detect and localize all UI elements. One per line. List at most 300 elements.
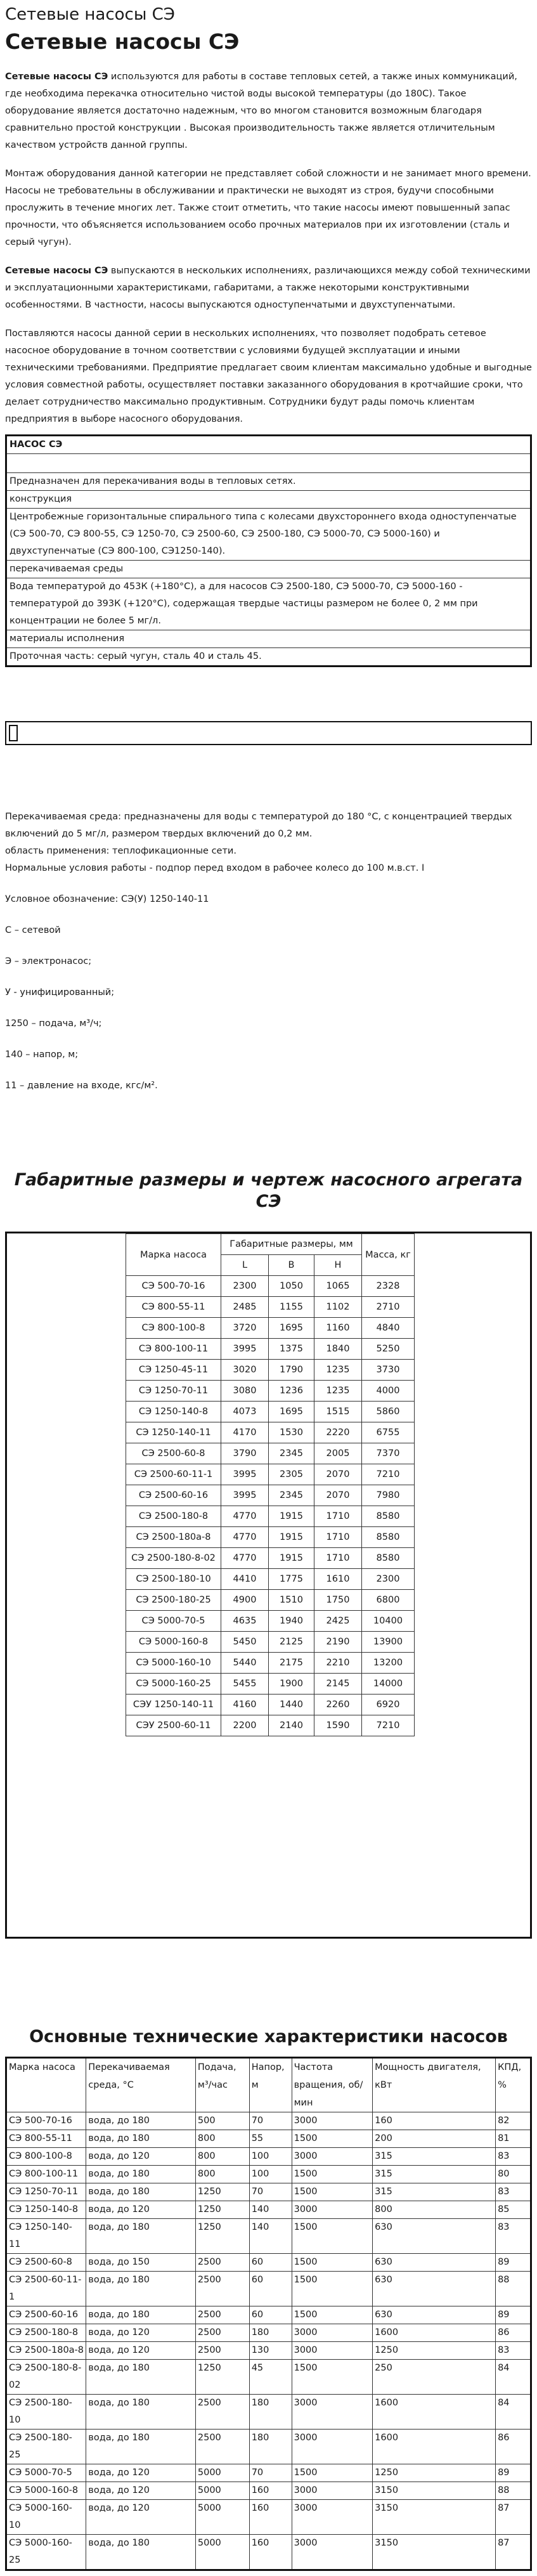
table-cell: 86 — [496, 2324, 531, 2342]
spec-legend-head: 140 – напор, м; — [5, 1050, 79, 1060]
table-row — [126, 1590, 415, 1611]
table-cell: 2500 — [195, 2395, 249, 2430]
table-cell: 1940 — [269, 1611, 314, 1632]
table-cell: 4073 — [221, 1402, 269, 1422]
table-row — [6, 2183, 531, 2201]
table-cell: 1790 — [269, 1360, 314, 1381]
intro-bold-term: Сетевые насосы СЭ — [5, 266, 108, 276]
table-cell: 70 — [249, 2183, 292, 2201]
table-cell: 60 — [249, 2306, 292, 2324]
table-cell: 85 — [496, 2201, 531, 2219]
table-row — [6, 2395, 531, 2430]
table-cell: 1050 — [269, 1276, 314, 1297]
info-medium-label: перекачиваемая среды — [6, 561, 531, 578]
table-cell: 1235 — [314, 1360, 362, 1381]
table-cell: вода, до 180 — [86, 2360, 196, 2395]
table-row — [6, 2500, 531, 2535]
table-cell: 80 — [496, 2166, 531, 2183]
table-cell: 2210 — [314, 1653, 362, 1674]
table-cell: 3000 — [292, 2395, 373, 2430]
spec-block — [5, 809, 532, 1095]
table-row — [126, 1653, 415, 1674]
table-cell: вода, до 150 — [86, 2254, 196, 2272]
table-cell: 14000 — [362, 1674, 415, 1695]
table-cell: 4770 — [221, 1548, 269, 1569]
table-cell: СЭ 800-55-11 — [126, 1297, 221, 1318]
table-cell: 1102 — [314, 1297, 362, 1318]
table-row — [126, 1548, 415, 1569]
table-cell: 4770 — [221, 1527, 269, 1548]
info-table-title: НАСОС СЭ — [6, 436, 531, 454]
table-cell: 3080 — [221, 1381, 269, 1402]
table-cell: СЭ 2500-180-25 — [126, 1590, 221, 1611]
intro-paragraph-2: Монтаж оборудования данной категории не представляет собой сложности и не занимает много времени. Насосы не требовательны в обслуживании и практически не выходят из строя, будучи способными прослужить в течение многих лет. Также стоит отметить, что такие насосы имеют повышенный запас прочности, что объясняется использованием особо прочных материалов при их изготовлении (сталь и серый чугун). — [5, 169, 531, 247]
table-cell: 2345 — [269, 1485, 314, 1506]
table-cell: СЭ 5000-160-10 — [6, 2500, 86, 2535]
info-construction-label: конструкция — [6, 491, 531, 509]
table-row — [6, 2272, 531, 2306]
table-row — [126, 1485, 415, 1506]
table-cell: 1250 — [373, 2464, 496, 2482]
table-cell: 55 — [249, 2130, 292, 2148]
table-cell: 3000 — [292, 2324, 373, 2342]
table-cell: 1600 — [373, 2324, 496, 2342]
pump-info-table — [5, 434, 532, 667]
table-cell: 630 — [373, 2272, 496, 2306]
table-header-cell: Марка насоса — [6, 2058, 86, 2112]
table-cell: 800 — [195, 2130, 249, 2148]
table-row — [6, 2166, 531, 2183]
table-cell: СЭ 800-100-8 — [126, 1318, 221, 1339]
info-table-empty-row — [6, 454, 531, 473]
table-cell: 89 — [496, 2464, 531, 2482]
table-cell: СЭ 2500-180-8 — [126, 1506, 221, 1527]
table-cell: вода, до 180 — [86, 2166, 196, 2183]
table-cell: СЭ 1250-140-11 — [126, 1422, 221, 1443]
table-cell: 3150 — [373, 2535, 496, 2570]
table-cell: вода, до 120 — [86, 2201, 196, 2219]
table-cell: 2005 — [314, 1443, 362, 1464]
table-row — [6, 2130, 531, 2148]
table-cell: 3000 — [292, 2500, 373, 2535]
dim-header-l: L — [221, 1255, 269, 1276]
table-cell: 82 — [496, 2112, 531, 2130]
table-header-cell: Перекачиваемая среда, °С — [86, 2058, 196, 2112]
table-row — [126, 1339, 415, 1360]
dim-header-h: H — [314, 1255, 362, 1276]
table-cell: 7980 — [362, 1485, 415, 1506]
table-cell: СЭ 800-55-11 — [6, 2130, 86, 2148]
table-row — [6, 2219, 531, 2254]
spec-medium: Перекачиваемая среда: предназначены для воды с температурой до 180 °С, с концентрацией твердых включений до 5 мг/л, размером твердых включений до 0,2 мм. — [5, 812, 512, 839]
breadcrumb-title: Сетевые насосы СЭ — [5, 5, 175, 24]
table-cell: 3000 — [292, 2482, 373, 2500]
table-row — [6, 2148, 531, 2166]
dimensions-title: Габаритные размеры и чертеж насосного агрегата СЭ — [14, 1170, 523, 1211]
table-cell: 3000 — [292, 2112, 373, 2130]
table-row — [6, 2464, 531, 2482]
intro-paragraph-3 — [5, 263, 532, 314]
table-cell: вода, до 180 — [86, 2535, 196, 2570]
table-cell: СЭ 5000-160-25 — [6, 2535, 86, 2570]
table-cell: 3000 — [292, 2535, 373, 2570]
spec-conditions: Нормальные условия работы - подпор перед входом в рабочее колесо до 100 м.в.ст. I — [5, 863, 425, 873]
table-cell: 315 — [373, 2166, 496, 2183]
table-cell: 140 — [249, 2219, 292, 2254]
table-cell: 1915 — [269, 1527, 314, 1548]
table-cell: 83 — [496, 2342, 531, 2360]
table-cell: 2485 — [221, 1297, 269, 1318]
table-cell: 1710 — [314, 1506, 362, 1527]
spec-legend-pressure: 11 – давление на входе, кгс/м². — [5, 1081, 158, 1091]
table-cell: 2425 — [314, 1611, 362, 1632]
dim-header-b: B — [269, 1255, 314, 1276]
table-cell: 1250 — [195, 2201, 249, 2219]
info-purpose: Предназначен для перекачивания воды в тепловых сетях. — [6, 473, 531, 491]
dimensions-table — [126, 1233, 415, 1736]
table-cell: СЭ 1250-45-11 — [126, 1360, 221, 1381]
table-cell: 1600 — [373, 2395, 496, 2430]
table-cell: СЭ 5000-160-8 — [126, 1632, 221, 1653]
table-row — [126, 1297, 415, 1318]
table-cell: 2710 — [362, 1297, 415, 1318]
table-cell: 2070 — [314, 1485, 362, 1506]
table-cell: 630 — [373, 2219, 496, 2254]
table-cell: вода, до 180 — [86, 2395, 196, 2430]
table-cell: 200 — [373, 2130, 496, 2148]
table-cell: вода, до 180 — [86, 2430, 196, 2464]
table-cell: 140 — [249, 2201, 292, 2219]
table-cell: 6920 — [362, 1695, 415, 1715]
table-cell: 1440 — [269, 1695, 314, 1715]
table-cell: 4840 — [362, 1318, 415, 1339]
table-cell: вода, до 180 — [86, 2112, 196, 2130]
table-cell: 60 — [249, 2272, 292, 2306]
intro-bold-term: Сетевые насосы СЭ — [5, 72, 108, 82]
table-row — [126, 1402, 415, 1422]
table-row — [6, 2430, 531, 2464]
table-cell: вода, до 180 — [86, 2272, 196, 2306]
table-cell: 2500 — [195, 2342, 249, 2360]
table-cell: вода, до 120 — [86, 2148, 196, 2166]
intro-paragraph-4: Поставляются насосы данной серии в нескольких исполнениях, что позволяет подобрать сетевое насосное оборудование в точном соответствии с условиями будущей эксплуатации и иными техническими требованиями. Предприятие предлагает своим клиентам максимально удобные и выгодные условия совместной работы, осуществляет поставки заказанного оборудования в кротчайшие сроки, что делает сотрудничество максимально продуктивным. Сотрудники будут рады помочь клиентам предприятия в выборе насосного оборудования. — [5, 329, 532, 424]
table-cell: 160 — [373, 2112, 496, 2130]
table-cell: 1500 — [292, 2272, 373, 2306]
table-cell: 2070 — [314, 1464, 362, 1485]
table-cell: 3150 — [373, 2482, 496, 2500]
table-cell: 4635 — [221, 1611, 269, 1632]
table-cell: 130 — [249, 2342, 292, 2360]
table-cell: 8580 — [362, 1548, 415, 1569]
table-cell: 81 — [496, 2130, 531, 2148]
spec-designation: Условное обозначение: СЭ(У) 1250-140-11 — [5, 894, 209, 904]
table-cell: 3995 — [221, 1485, 269, 1506]
table-row — [6, 2112, 531, 2130]
table-cell: 5000 — [195, 2464, 249, 2482]
table-cell: 1530 — [269, 1422, 314, 1443]
table-cell: вода, до 120 — [86, 2500, 196, 2535]
table-cell: 86 — [496, 2430, 531, 2464]
table-cell: 3000 — [292, 2201, 373, 2219]
table-cell: 2200 — [221, 1715, 269, 1736]
table-cell: 5000 — [195, 2500, 249, 2535]
table-cell: 160 — [249, 2500, 292, 2535]
table-cell: СЭ 1250-140-11 — [6, 2219, 86, 2254]
table-cell: 315 — [373, 2148, 496, 2166]
table-cell: 1775 — [269, 1569, 314, 1590]
table-cell: 70 — [249, 2112, 292, 2130]
table-cell: 3020 — [221, 1360, 269, 1381]
table-cell: 2260 — [314, 1695, 362, 1715]
table-cell: 87 — [496, 2500, 531, 2535]
table-cell: 1250 — [373, 2342, 496, 2360]
table-header-cell: Подача, м³/час — [195, 2058, 249, 2112]
table-cell: 83 — [496, 2219, 531, 2254]
table-cell: 7210 — [362, 1464, 415, 1485]
table-cell: вода, до 120 — [86, 2324, 196, 2342]
empty-frame-cell — [9, 725, 18, 741]
table-cell: СЭ 2500-180-25 — [6, 2430, 86, 2464]
table-cell: 180 — [249, 2395, 292, 2430]
table-cell: 315 — [373, 2183, 496, 2201]
table-cell: 2300 — [221, 1276, 269, 1297]
table-cell: вода, до 120 — [86, 2482, 196, 2500]
table-cell: 1840 — [314, 1339, 362, 1360]
table-cell: СЭ 2500-60-16 — [6, 2306, 86, 2324]
table-cell: 1250 — [195, 2360, 249, 2395]
table-cell: СЭ 2500-60-16 — [126, 1485, 221, 1506]
table-cell: 1710 — [314, 1548, 362, 1569]
table-cell: СЭ 2500-60-11-1 — [126, 1464, 221, 1485]
table-cell: 800 — [195, 2148, 249, 2166]
table-cell: 180 — [249, 2324, 292, 2342]
table-cell: 1610 — [314, 1569, 362, 1590]
info-materials-label: материалы исполнения — [6, 630, 531, 648]
table-cell: 13200 — [362, 1653, 415, 1674]
table-cell: 1600 — [373, 2430, 496, 2464]
table-cell: 1900 — [269, 1674, 314, 1695]
table-cell: 250 — [373, 2360, 496, 2395]
table-cell: 8580 — [362, 1506, 415, 1527]
table-row — [126, 1443, 415, 1464]
table-cell: 2500 — [195, 2254, 249, 2272]
table-cell: 1915 — [269, 1548, 314, 1569]
table-header-cell: КПД, % — [496, 2058, 531, 2112]
table-cell: 160 — [249, 2482, 292, 2500]
table-row — [126, 1695, 415, 1715]
table-cell: СЭ 5000-160-25 — [126, 1674, 221, 1695]
table-cell: 4000 — [362, 1381, 415, 1402]
table-cell: 1500 — [292, 2130, 373, 2148]
table-cell: 2220 — [314, 1422, 362, 1443]
table-header-cell: Частота вращения, об/мин — [292, 2058, 373, 2112]
table-cell: СЭУ 2500-60-11 — [126, 1715, 221, 1736]
table-cell: 89 — [496, 2254, 531, 2272]
table-cell: 800 — [373, 2201, 496, 2219]
table-row — [126, 1569, 415, 1590]
table-cell: 160 — [249, 2535, 292, 2570]
table-cell: 45 — [249, 2360, 292, 2395]
table-cell: СЭ 2500-180-8-02 — [6, 2360, 86, 2395]
table-cell: 100 — [249, 2166, 292, 2183]
table-cell: 2300 — [362, 1569, 415, 1590]
table-cell: 5455 — [221, 1674, 269, 1695]
table-cell: 2500 — [195, 2306, 249, 2324]
intro-text: используются для работы в составе тепловых сетей, а также иных коммуникаций, где необходима перекачка относительно чистой воды высокой температуры (до 180С). Такое оборудование является достаточно надежным, что во многом становится возможным благодаря сравнительно простой конструкции . Высокая производительность также является отличительным качеством устройств данной группы. — [5, 72, 517, 150]
table-cell: вода, до 180 — [86, 2219, 196, 2254]
table-cell: СЭ 1250-140-8 — [6, 2201, 86, 2219]
intro-text: выпускаются в нескольких исполнениях, различающихся между собой техническими и эксплуатационными характеристиками, габаритами, а также некоторыми конструктивными особенностями. В частности, насосы выпускаются одноступенчатыми и двухступенчатыми. — [5, 266, 531, 310]
table-header-cell: Мощность двигателя, кВт — [373, 2058, 496, 2112]
table-cell: СЭ 800-100-11 — [6, 2166, 86, 2183]
table-row — [126, 1715, 415, 1736]
intro-paragraph-1 — [5, 68, 532, 154]
table-cell: СЭ 2500-60-11-1 — [6, 2272, 86, 2306]
table-cell: 1500 — [292, 2166, 373, 2183]
table-cell: 3000 — [292, 2430, 373, 2464]
info-medium: Вода температурой до 453К (+180°С), а для насосов СЭ 2500-180, СЭ 5000-70, СЭ 5000-160 - температурой до 393К (+120°С), содержащая твердые частицы размером не более 0, 2 мм при концентрации не более 5 мг/л. — [6, 578, 531, 630]
dim-header-dims: Габаритные размеры, мм — [221, 1234, 362, 1255]
table-cell: СЭ 500-70-16 — [126, 1276, 221, 1297]
table-cell: 2328 — [362, 1276, 415, 1297]
table-row — [126, 1527, 415, 1548]
table-cell: 3995 — [221, 1464, 269, 1485]
table-cell: 4900 — [221, 1590, 269, 1611]
table-cell: 2175 — [269, 1653, 314, 1674]
table-cell: СЭ 2500-60-8 — [6, 2254, 86, 2272]
tech-title: Основные технические характеристики насосов — [29, 2027, 508, 2046]
table-row — [126, 1422, 415, 1443]
table-cell: 2125 — [269, 1632, 314, 1653]
spec-application: область применения: теплофикационные сети. — [5, 846, 236, 856]
table-cell: 5440 — [221, 1653, 269, 1674]
dim-header-model: Марка насоса — [126, 1234, 221, 1276]
table-row — [6, 2201, 531, 2219]
table-row — [126, 1381, 415, 1402]
table-row — [6, 2306, 531, 2324]
table-cell: 1500 — [292, 2464, 373, 2482]
table-cell: 5000 — [195, 2535, 249, 2570]
table-cell: 1235 — [314, 1381, 362, 1402]
tech-table-body — [6, 2112, 531, 2570]
table-cell: 2345 — [269, 1443, 314, 1464]
table-cell: 2500 — [195, 2324, 249, 2342]
page-title: Сетевые насосы СЭ — [5, 29, 240, 54]
table-cell: 1695 — [269, 1318, 314, 1339]
table-cell: СЭ 2500-180-10 — [126, 1569, 221, 1590]
table-cell: 180 — [249, 2430, 292, 2464]
table-cell: 500 — [195, 2112, 249, 2130]
table-cell: 6755 — [362, 1422, 415, 1443]
table-header-cell: Напор, м — [249, 2058, 292, 2112]
table-cell: 89 — [496, 2306, 531, 2324]
table-cell: 1750 — [314, 1590, 362, 1611]
table-cell: 4770 — [221, 1506, 269, 1527]
table-cell: 1500 — [292, 2306, 373, 2324]
table-cell: 4160 — [221, 1695, 269, 1715]
table-cell: СЭ 2500-60-8 — [126, 1443, 221, 1464]
table-cell: вода, до 180 — [86, 2306, 196, 2324]
table-cell: 1515 — [314, 1402, 362, 1422]
table-cell: 2305 — [269, 1464, 314, 1485]
table-cell: 800 — [195, 2166, 249, 2183]
table-cell: 4410 — [221, 1569, 269, 1590]
table-row — [126, 1276, 415, 1297]
table-cell: 13900 — [362, 1632, 415, 1653]
table-cell: 3000 — [292, 2148, 373, 2166]
table-cell: 83 — [496, 2148, 531, 2166]
table-cell: 88 — [496, 2482, 531, 2500]
table-cell: 1155 — [269, 1297, 314, 1318]
table-cell: 1500 — [292, 2254, 373, 2272]
table-cell: 1065 — [314, 1276, 362, 1297]
table-cell: 1236 — [269, 1381, 314, 1402]
table-cell: 100 — [249, 2148, 292, 2166]
table-cell: 3150 — [373, 2500, 496, 2535]
table-cell: 87 — [496, 2535, 531, 2570]
table-cell: 1250 — [195, 2219, 249, 2254]
table-cell: вода, до 120 — [86, 2342, 196, 2360]
table-cell: 1590 — [314, 1715, 362, 1736]
table-cell: вода, до 120 — [86, 2464, 196, 2482]
table-cell: 1915 — [269, 1506, 314, 1527]
table-cell: 630 — [373, 2254, 496, 2272]
table-cell: 630 — [373, 2306, 496, 2324]
table-cell: 84 — [496, 2395, 531, 2430]
table-cell: вода, до 180 — [86, 2183, 196, 2201]
tech-table-header — [6, 2058, 531, 2112]
table-cell: вода, до 180 — [86, 2130, 196, 2148]
table-cell: СЭ 5000-70-5 — [6, 2464, 86, 2482]
table-cell: 2500 — [195, 2430, 249, 2464]
spec-legend-e: Э – электронасос; — [5, 956, 92, 966]
dimensions-table-body — [126, 1276, 415, 1736]
info-construction: Центробежные горизонтальные спирального типа с колесами двухстороннего входа одноступенчатые (СЭ 500-70, СЭ 800-55, СЭ 1250-70, СЭ 2500-60, СЭ 2500-180, СЭ 5000-70, СЭ 5000-160) и двухступенчатые (СЭ 800-100, СЭ1250-140). — [6, 509, 531, 561]
table-cell: 6800 — [362, 1590, 415, 1611]
table-cell: 60 — [249, 2254, 292, 2272]
table-cell: СЭ 1250-70-11 — [6, 2183, 86, 2201]
spec-legend-u: У - унифицированный; — [5, 987, 115, 998]
table-row — [6, 2360, 531, 2395]
table-cell: 5250 — [362, 1339, 415, 1360]
table-cell: 1510 — [269, 1590, 314, 1611]
table-cell: 2145 — [314, 1674, 362, 1695]
table-cell: СЭ 5000-70-5 — [126, 1611, 221, 1632]
table-row — [6, 2324, 531, 2342]
table-cell: СЭ 2500-180-10 — [6, 2395, 86, 2430]
table-cell: 8580 — [362, 1527, 415, 1548]
table-cell: СЭУ 1250-140-11 — [126, 1695, 221, 1715]
table-cell: 3995 — [221, 1339, 269, 1360]
table-cell: СЭ 2500-180а-8 — [126, 1527, 221, 1548]
table-cell: 5450 — [221, 1632, 269, 1653]
empty-frame — [5, 721, 532, 745]
table-cell: 1500 — [292, 2183, 373, 2201]
table-cell: 1500 — [292, 2219, 373, 2254]
table-cell: СЭ 2500-180а-8 — [6, 2342, 86, 2360]
info-materials: Проточная часть: серый чугун, сталь 40 и сталь 45. — [6, 648, 531, 667]
table-cell: СЭ 2500-180-8-02 — [126, 1548, 221, 1569]
table-cell: 1375 — [269, 1339, 314, 1360]
spec-legend-flow: 1250 – подача, м³/ч; — [5, 1018, 102, 1029]
table-cell: СЭ 500-70-16 — [6, 2112, 86, 2130]
table-row — [126, 1360, 415, 1381]
table-cell: СЭ 5000-160-8 — [6, 2482, 86, 2500]
table-cell: 3730 — [362, 1360, 415, 1381]
table-row — [126, 1506, 415, 1527]
spec-legend-c: С – сетевой — [5, 925, 61, 935]
table-cell: 7210 — [362, 1715, 415, 1736]
